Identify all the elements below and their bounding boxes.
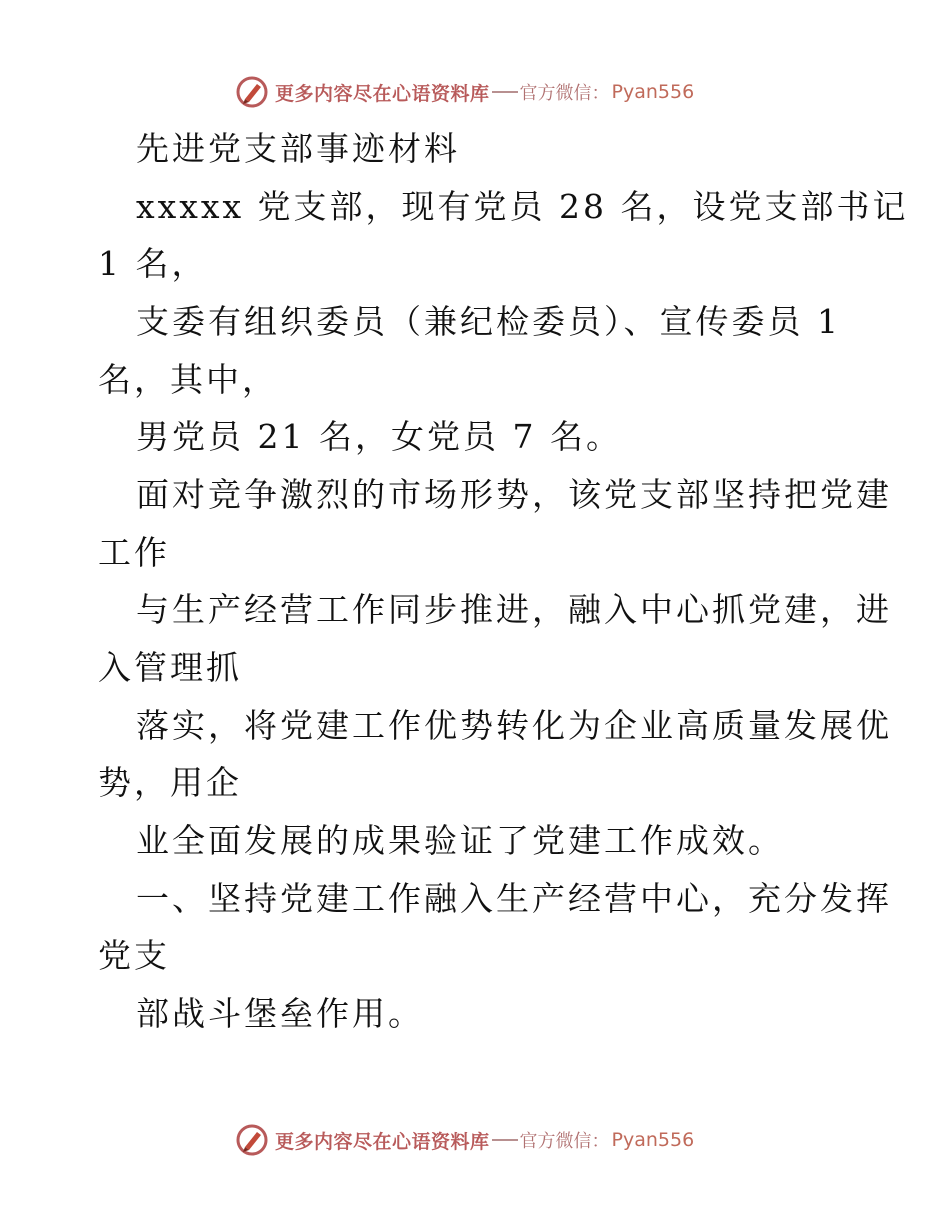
banner-sub-text: 官方微信： xyxy=(519,1131,610,1152)
text-line: 名，其中， xyxy=(98,360,278,399)
banner-sub-text: 官方微信： xyxy=(519,83,610,104)
footer-banner xyxy=(0,1120,950,1160)
text-line: 部战斗堡垒作用。 xyxy=(136,994,424,1033)
text-line: 业全面发展的成果验证了党建工作成效。 xyxy=(136,821,784,860)
document-title: 先进党支部事迹材料 xyxy=(136,129,460,168)
text-line: 男党员 21 名，女党员 7 名。 xyxy=(136,417,622,456)
banner-dash xyxy=(492,91,518,93)
text-line: 1 名， xyxy=(98,244,208,283)
banner-wechat-id: Pyan556 xyxy=(611,81,695,103)
banner-main-text: 更多内容尽在心语资料库 xyxy=(275,1130,490,1153)
banner-main-text: 更多内容尽在心语资料库 xyxy=(275,82,490,105)
text-line: 与生产经营工作同步推进，融入中心抓党建，进 xyxy=(136,590,892,629)
text-line: 势，用企 xyxy=(98,763,242,802)
banner-dash xyxy=(492,1139,518,1141)
text-line: xxxxx 党支部，现有党员 28 名，设党支部书记 xyxy=(136,187,909,226)
header-banner xyxy=(0,72,950,112)
pen-logo-icon xyxy=(235,75,269,109)
text-line: 党支 xyxy=(98,936,170,975)
section-heading: 一、坚持党建工作融入生产经营中心，充分发挥 xyxy=(136,879,892,918)
text-line: 面对竞争激烈的市场形势，该党支部坚持把党建 xyxy=(136,475,892,514)
banner-content xyxy=(235,72,694,112)
text-line: 入管理抓 xyxy=(98,648,242,687)
banner-content xyxy=(235,1120,694,1160)
text-line: 落实，将党建工作优势转化为企业高质量发展优 xyxy=(136,706,892,745)
pen-logo-icon xyxy=(235,1123,269,1157)
text-line: 工作 xyxy=(98,533,170,572)
banner-wechat-id: Pyan556 xyxy=(611,1129,695,1151)
text-line: 支委有组织委员（兼纪检委员）、宣传委员 1 xyxy=(136,302,841,341)
